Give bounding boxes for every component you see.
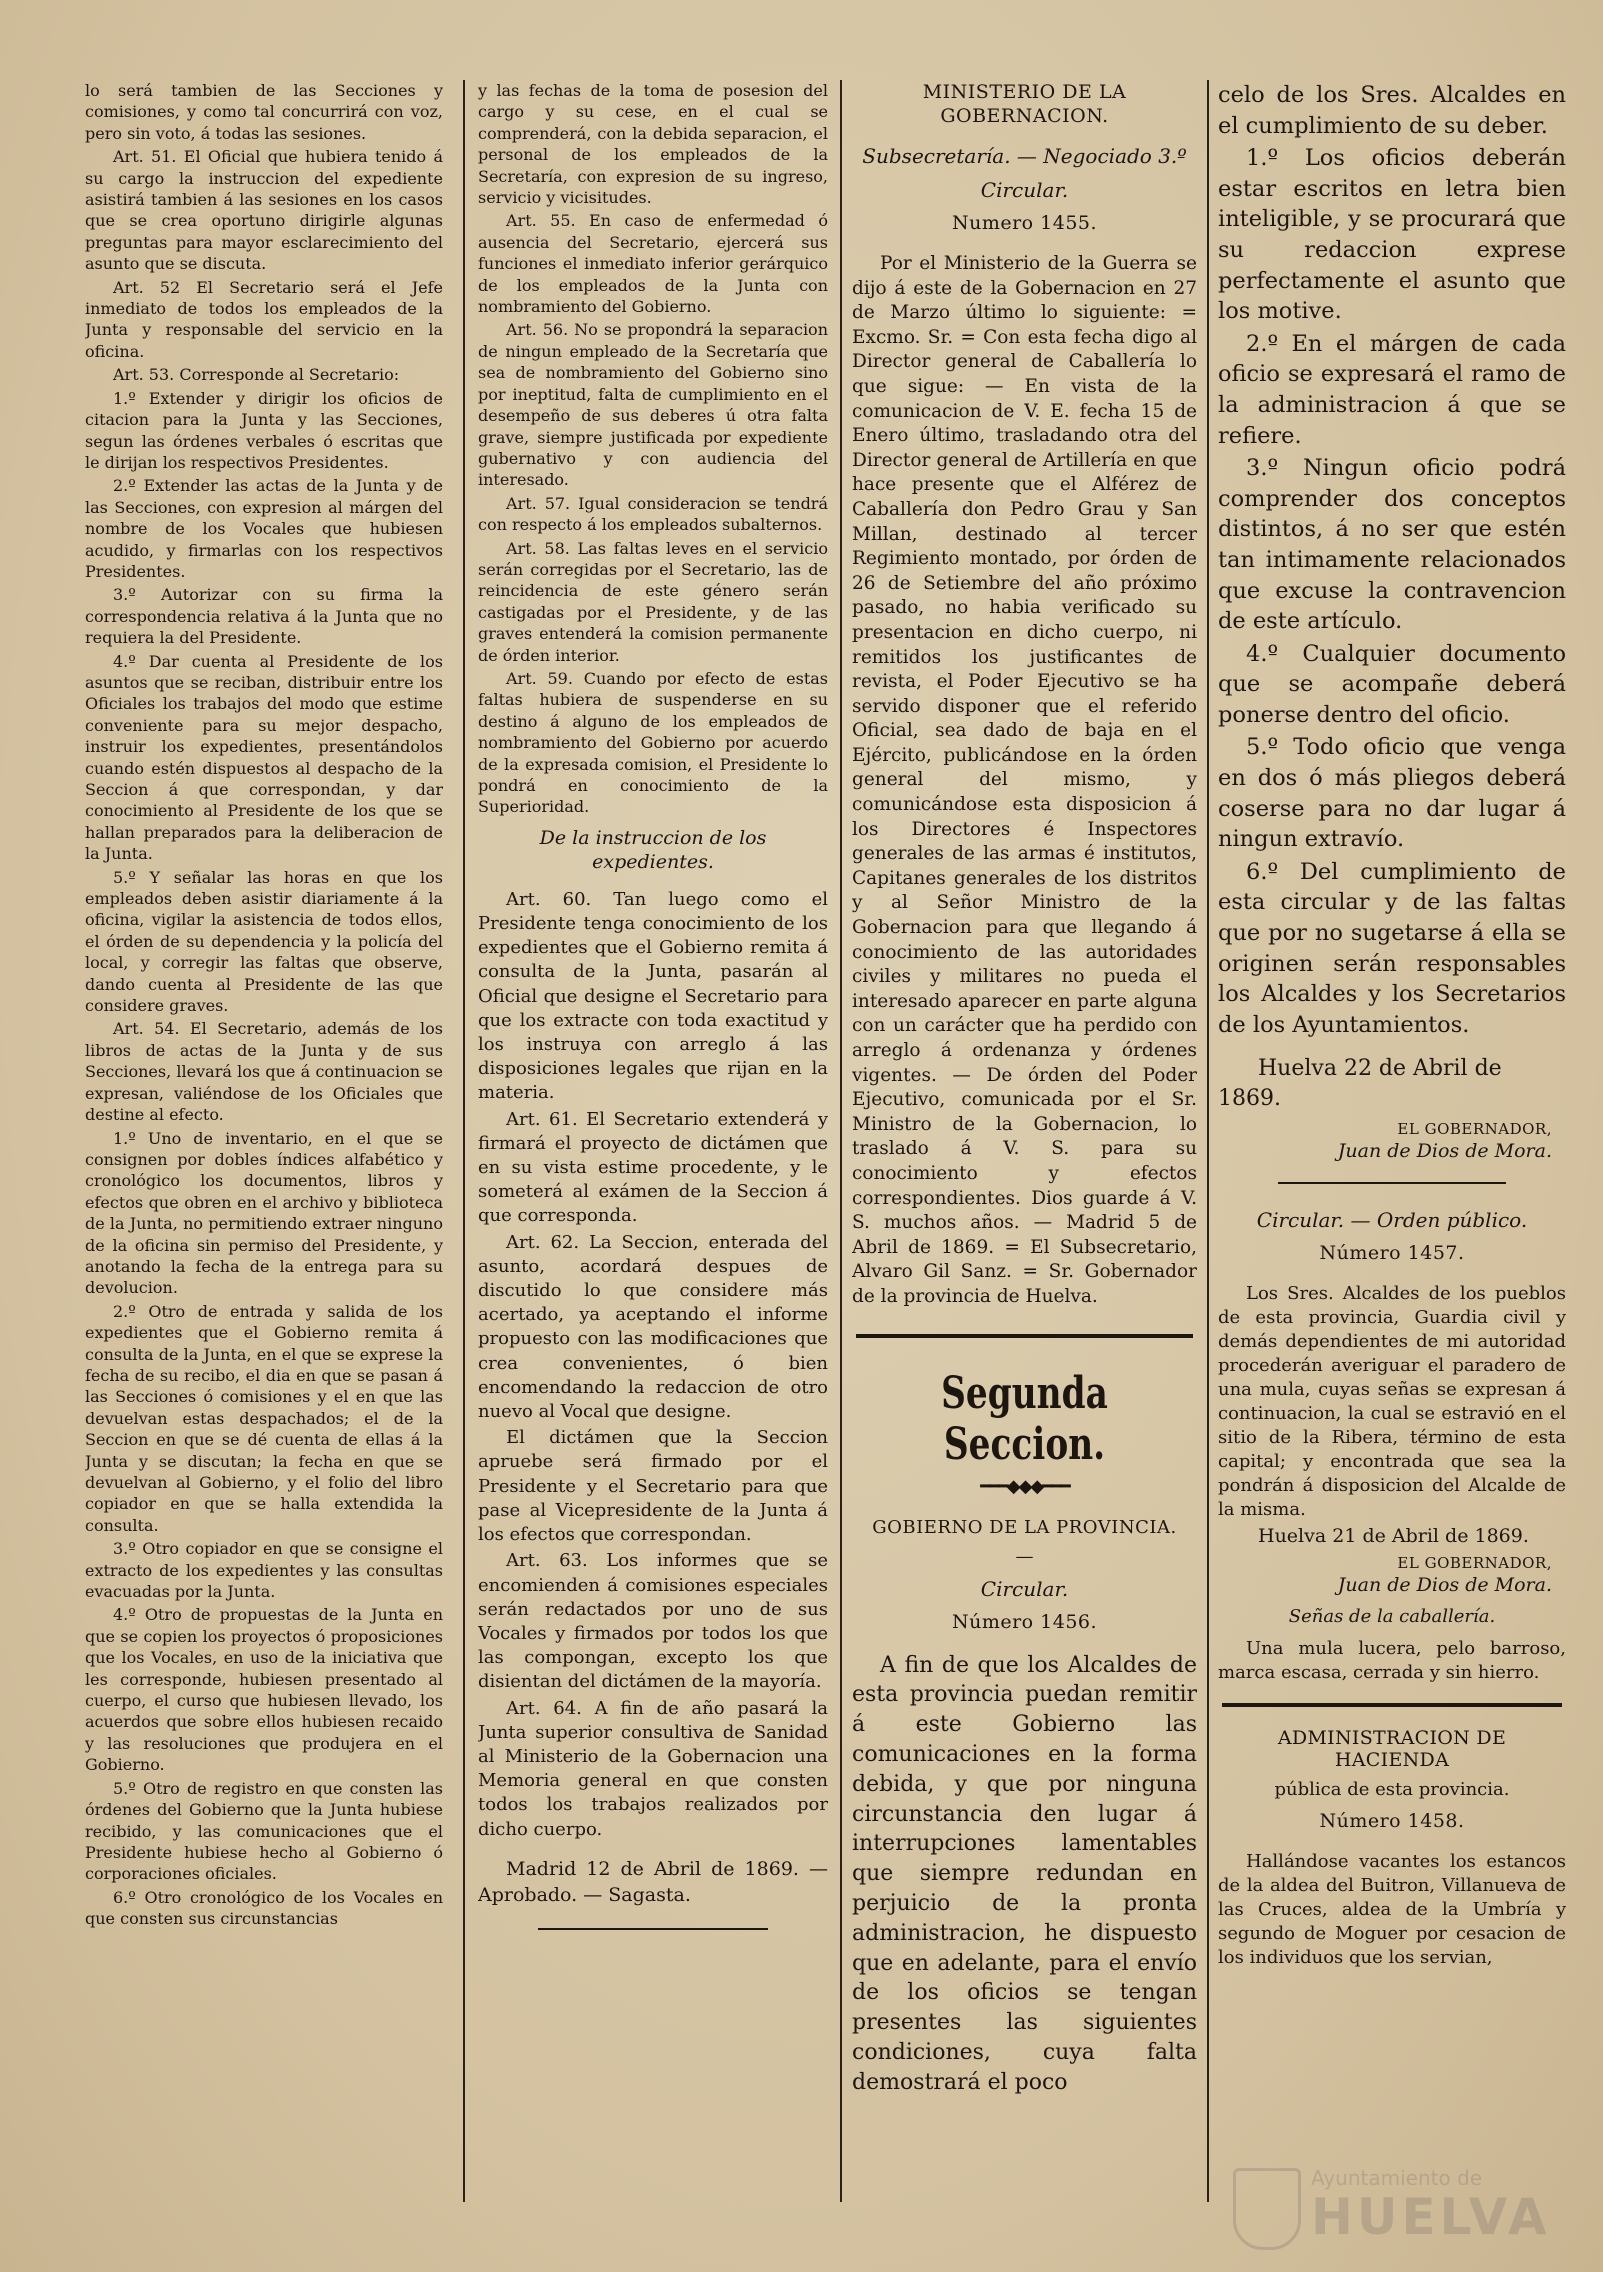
dash: — [1015,1545,1034,1567]
article-62: Art. 62. La Seccion, enterada del asunto, acordará despues de discutido lo que considere más acertado, ya aceptando el informe propuesto con las modificaciones que crea convenientes, ó bien encomendando la redaccion de otro nuevo al Vocal que designe. [478,1231,828,1423]
article-61: Art. 61. El Secretario extenderá y firmará el proyecto de dictámen que en su vista estime procedente, y le someterá al exámen de la Seccion á que corresponda. [478,1108,828,1227]
administracion-heading: ADMINISTRACION DE HACIENDA [1277,1727,1507,1772]
list-item: 6.º Otro cronológico de los Vocales en que consten sus circunstancias [85,1887,443,1929]
gobierno-heading: GOBIERNO DE LA PROVINCIA. [872,1516,1177,1538]
list-item: 4.º Dar cuenta al Presidente de los asuntos que se reciban, distribuir entre los Oficiales los trabajos del modo que estime conveniente para su mejor despacho, instruir los expedientes, presentándolos cuando estén dispuestos al despacho de la Seccion á que correspondan, y dar conocimiento al Presidente de los que se hallan preparados para la deliberacion de la Junta. [85,651,443,864]
signature-date: Huelva 22 de Abril de 1869. [1218,1056,1502,1112]
article-57: Art. 57. Igual consideracion se tendrá con respecto á los empleados subalternos. [478,493,828,535]
circular-body: Los Sres. Alcaldes de los pueblos de esta provincia, Guardia civil y demás dependientes de mi autoridad procederán averiguar el paradero de una mula, cuyas señas se expresan á continuacion, la cual se estravió en el sitio de la Ribera, término de esta capital; y encontrada que sea la pondrán á disposicion del Alcalde de la misma. [1218,1283,1566,1521]
paragraph: lo será tambien de las Secciones y comisiones, y como tal concurrirá con voz, pero sin voto, á todas las sesiones. [85,81,443,143]
senas-body: Una mula lucera, pelo barroso, marca escasa, cerrada y sin hierro. [1218,1638,1566,1684]
circular-number: Número 1458. [1319,1810,1465,1833]
ministry-heading: MINISTERIO DE LA GOBERNACION. [922,81,1127,127]
paragraph: El dictámen que la Seccion apruebe será firmado por el Presidente y el Secretario para que pase al Vicepresidente de la Junta á los efectos que correspondan. [478,1427,828,1546]
senas-heading: Señas de la caballería. [1288,1606,1496,1628]
column-3 [852,80,1197,2232]
circular-label: Circular. [980,1576,1069,1601]
list-item: 5.º Y señalar las horas en que los empleados deben asistir diariamente á la oficina, vigilar la asistencia de todos ellos, el órden de su dependencia y la policía del local, y corregir las faltas que observe, dando cuenta al Presidente de las que considere graves. [85,867,443,1016]
column-4 [1218,80,1566,2232]
seal-icon [1233,2168,1301,2250]
list-item: 5.º Todo oficio que venga en dos ó más pliegos deberá coserse para no dar lugar á ningun extravío. [1218,734,1566,853]
circular-label: Circular. [980,178,1069,202]
article-56: Art. 56. No se propondrá la separacion de ningun empleado de la Secretaría que sea de nombramiento del Gobierno sino por ineptitud, falta de cumplimiento en el desempeño de sus deberes ú otra falta grave, siempre justificada por expediente gubernativo y con audiencia del interesado. [478,320,828,490]
governor-name: Juan de Dios de Mora. [1337,1140,1552,1163]
article-52: Art. 52 El Secretario será el Jefe inmediato de todos los empleados de la Junta y responsable del servicio en la oficina. [85,277,443,361]
list-item: 3.º Otro copiador en que se consigne el extracto de los expedientes y las consultas evacuadas por la Junta. [85,1539,443,1602]
list-item: 2.º Extender las actas de la Junta y de las Secciones, con expresion al márgen del nombre de los Vocales que hubiesen acudido, y firmarlas con los respectivos Presidentes. [85,476,443,581]
circular-number: Número 1456. [951,1610,1098,1633]
paragraph: celo de los Sres. Alcaldes en el cumplimiento de su deber. [1218,82,1566,139]
column-rule [840,80,842,2202]
circular-body: Por el Ministerio de la Guerra se dijo á este de la Gobernacion en 27 de Marzo último lo siguiente: = Excmo. Sr. = Con esta fecha digo al Director general de Caballería lo que sigue: — En vista de la comunicacion de V. E. fecha 15 de Enero último, trasladando otra del Director general de Artillería en que hace presente que el Alférez de Caballería don Pedro Grau y San Millan, destinado al tercer Regimiento montado, por órden de 26 de Setiembre del año próximo pasado, no habia verificado su presentacion en dicho cuerpo, ni remitidos los justificantes de revista, el Poder Ejecutivo se ha servido disponer que el referido Oficial, sea dado de baja en el Ejército, publicándose en la órden general del mismo, y comunicándose esta disposicion á los Directores é Inspectores generales de las armas é institutos, Capitanes generales de los distritos y al Señor Ministro de la Gobernacion para que llegando á conocimiento de las autoridades civiles y militares no pueda el interesado aparecer en parte alguna con un carácter que ha perdido con arreglo á ordenanza y órdenes vigentes. — De órden del Poder Ejecutivo, comunicada por el Sr. Ministro de la Gobernacion, lo traslado á V. S. para su conocimiento y efectos correspondientes. Dios guarde á V. S. muchos años. — Madrid 5 de Abril de 1869. = El Subsecretario, Alvaro Gil Sanz. = Sr. Gobernador de la provincia de Huelva. [852,253,1197,1307]
list-item: 4.º Otro de propuestas de la Junta en que se copien los proyectos ó proposiciones que los Vocales, en uso de la iniciativa que les corresponde, hubiesen presentado al cuerpo, el curso que hubiesen llevado, los acuerdos que sobre ellos hubiesen recaido y las resoluciones que produjera en el Gobierno. [85,1605,443,1775]
closing-line: Madrid 12 de Abril de 1869. — Aprobado. — Sagasta. [478,1857,828,1906]
list-item: 2.º Otro de entrada y salida de los expedientes que el Gobierno remita á consulta de la Junta, en el que se exprese la fecha de su recibo, el dia en que se pasan á las Secciones ó comisiones y el en que las devuelvan estas despachados; el de la Seccion en que se dé cuenta de ellas á la Junta y se discutan; la fecha en que se devuelvan al Gobierno, y el folio del libro copiador en que se halla extendida la consulta. [85,1301,443,1535]
list-item: 3.º Autorizar con su firma la correspondencia relativa á la Junta que no requiera la del Presidente. [85,585,443,648]
article-59: Art. 59. Cuando por efecto de estas faltas hubiera de suspenderse en su destino á alguno de los empleados de nombramiento del Gobierno por acuerdo de la expresada comision, el Presidente lo pondrá en conocimiento de la Superioridad. [478,668,828,817]
column-rule [463,80,465,2202]
archive-watermark [1233,2160,1563,2250]
subheading: Subsecretaría. — Negociado 3.º [862,144,1187,168]
divider [856,1334,1193,1338]
ornament-divider-icon: ━━━◆◆◆━━━ [980,1475,1069,1497]
watermark-big-text: HUELVA [1311,2188,1551,2246]
list-item: 3.º Ningun oficio podrá comprender dos conceptos distintos, á no ser que estén tan intimamente relacionados que excuse la contravencion de este artículo. [1218,455,1566,635]
column-rule [1207,80,1209,2202]
section-title: Segunda Seccion. [941,1367,1108,1470]
article-60: Art. 60. Tan luego como el Presidente tenga conocimiento de los expedientes que el Gobierno remita á consulta de la Junta, pasarán al Oficial que designe el Secretario para que los extracte con toda exactitud y los instruya con arreglo á las disposiciones legales que rijan en la materia. [478,888,828,1104]
circular-number: Numero 1455. [951,212,1098,234]
circular-body: A fin de que los Alcaldes de esta provincia puedan remitir á este Gobierno las comunicaciones en la forma debida, y que por ninguna circunstancia den lugar á interrupciones lamentables que siempre redundan en perjuicio de la pronta administracion, he dispuesto que en adelante, para el envío de los oficios se tengan presentes las siguientes condiciones, cuya falta demostrará el poco [852,1652,1197,2095]
list-item: 1.º Extender y dirigir los oficios de citacion para la Junta y las Secciones, segun las órdenes verbales ó escritas que le dirijan los respectivos Presidentes. [85,388,443,472]
list-item: 4.º Cualquier documento que se acompañe deberá ponerse dentro del oficio. [1218,640,1566,728]
watermark-small-text: Ayuntamiento de [1311,2166,1483,2190]
circular-number: Número 1457. [1319,1242,1465,1265]
divider [1222,1703,1562,1707]
article-58: Art. 58. Las faltas leves en el servicio serán corregidas por el Secretario, las de reincidencia de este género serán castigadas por el Presidente, y de las graves entenderá la comision permanente de órden interior. [478,538,828,665]
divider [538,1928,768,1930]
list-item: 5.º Otro de registro en que consten las órdenes del Gobierno que la Junta hubiese recibido, y las comunicaciones que el Presidente hubiese hecho al Gobierno ó corporaciones oficiales. [85,1778,443,1884]
article-54: Art. 54. El Secretario, además de los libros de actas de la Junta y de sus Secciones, llevará los que á continuacion se expresan, valiéndose de los Oficiales que destine al efecto. [85,1019,443,1125]
governor-name: Juan de Dios de Mora. [1337,1574,1552,1597]
list-item: 1.º Uno de inventario, en el que se consignen por dobles índices alfabético y cronológico los documentos, libros y efectos que obren en el archivo y biblioteca de la Junta, no permitiendo extraer ninguno de la oficina sin permiso del Presidente, y anotando la fecha de la entrega para su devolucion. [85,1128,443,1298]
article-51: Art. 51. El Oficial que hubiera tenido á su cargo la instruccion del expediente asistirá tambien á las sesiones en los casos que se crea oportuno dirigirle algunas preguntas para mayor esclarecimiento del asunto que se discuta. [85,147,443,274]
list-item: 6.º Del cumplimiento de esta circular y de las faltas que por no sugetarse á ella se originen serán responsables los Alcaldes y los Secretarios de los Ayuntamientos. [1218,858,1566,1038]
governor-title: EL GOBERNADOR, [1397,1554,1552,1573]
article-55: Art. 55. En caso de enfermedad ó ausencia del Secretario, ejercerá sus funciones el inmediato inferior gerárquico de los empleados de la Junta con nombramiento del Gobierno. [478,211,828,317]
signature-date: Huelva 21 de Abril de 1869. [1258,1525,1529,1548]
article-64: Art. 64. A fin de año pasará la Junta superior consultiva de Sanidad al Ministerio de la Gobernacion una Memoria general en que consten todos los trabajos realizados por dicho cuerpo. [478,1697,828,1840]
administracion-body: Hallándose vacantes los estancos de la aldea del Buitron, Villanueva de las Cruces, aldea de la Umbría y segundo de Moguer por cesacion de los individuos que los servian, [1218,1851,1566,1969]
administracion-subheading: pública de esta provincia. [1274,1779,1510,1801]
governor-title: EL GOBERNADOR, [1397,1120,1552,1139]
section-heading: De la instruccion de los expedientes. [539,826,767,873]
list-item: 2.º En el márgen de cada oficio se expresará el ramo de la administracion á que se refiere. [1218,330,1566,449]
column-2 [478,80,828,2232]
article-63: Art. 63. Los informes que se encomienden á comisiones especiales serán redactados por uno de sus Vocales y firmados por todos los que las compongan, excepto los que disientan del dictámen de la mayoría. [478,1550,828,1693]
article-53: Art. 53. Corresponde al Secretario: [113,365,400,385]
paragraph: y las fechas de la toma de posesion del cargo y su cese, en el cual se comprenderá, con la debida separacion, el personal de los empleados de la Secretaría, con expresion de su ingreso, servicio y vicisitudes. [478,81,828,208]
circular-label: Circular. — Orden público. [1256,1208,1528,1233]
list-item: 1.º Los oficios deberán estar escritos en letra bien inteligible, y se procurará que su redaccion exprese perfectamente el asunto que los motive. [1218,145,1566,325]
column-1 [85,80,443,2232]
divider [1278,1182,1506,1184]
